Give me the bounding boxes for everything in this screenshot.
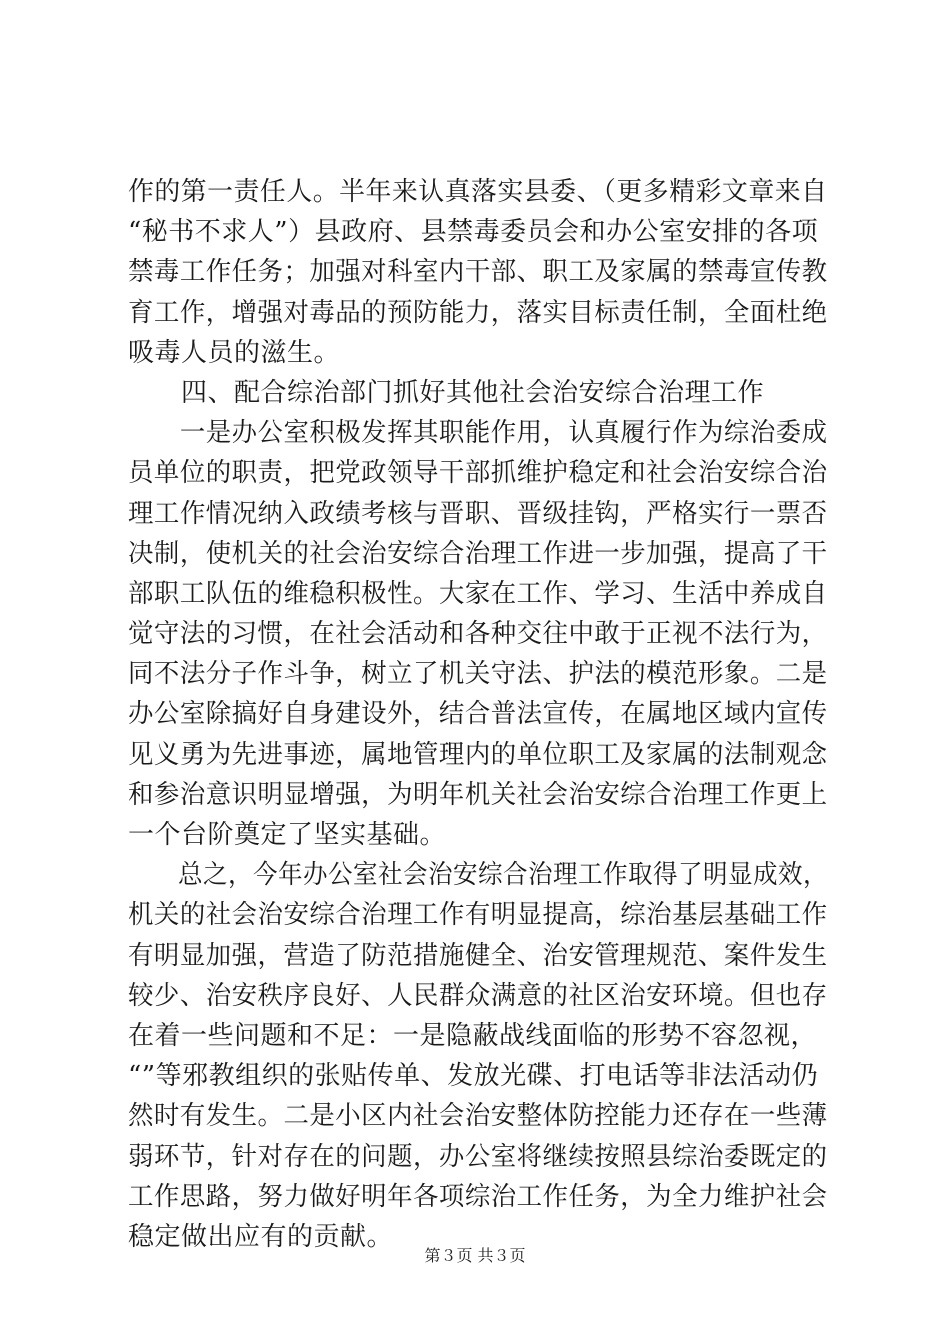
text-line: 同不法分子作斗争，树立了机关守法、护法的模范形象。二是	[128, 659, 828, 690]
text-line: 见义勇为先进事迹，属地管理内的单位职工及家属的法制观念	[128, 739, 828, 770]
text-line: 然时有发生。二是小区内社会治安整体防控能力还存在一些薄	[128, 1101, 828, 1132]
text-line: 吸毒人员的滋生。	[128, 337, 341, 368]
page-footer	[0, 1246, 950, 1266]
text-line: 育工作，增强对毒品的预防能力，落实目标责任制，全面杜绝	[128, 297, 828, 328]
text-line: 禁毒工作任务；加强对科室内干部、职工及家属的禁毒宣传教	[128, 257, 828, 288]
text-line: 理工作情况纳入政绩考核与晋职、晋级挂钩，严格实行一票否	[128, 498, 828, 529]
text-line: 觉守法的习惯，在社会活动和各种交往中敢于正视不法行为，	[128, 619, 828, 650]
text-line: 一是办公室积极发挥其职能作用，认真履行作为综治委成	[128, 418, 828, 449]
text-line: 办公室除搞好自身建设外，结合普法宣传，在属地区域内宣传	[128, 699, 828, 730]
text-line: “秘书不求人”）县政府、县禁毒委员会和办公室安排的各项	[128, 217, 819, 248]
text-line: 在着一些问题和不足：一是隐蔽战线面临的形势不容忽视，	[128, 1020, 818, 1051]
text-line: 部职工队伍的维稳积极性。大家在工作、学习、生活中养成自	[128, 578, 828, 609]
page-number: 第３页 共３页	[424, 1246, 526, 1265]
text-line: 一个台阶奠定了坚实基础。	[128, 820, 447, 850]
text-line: 总之，今年办公室社会治安综合治理工作取得了明显成效，	[128, 860, 829, 891]
text-line: 决制，使机关的社会治安综合治理工作进一步加强，提高了干	[128, 538, 828, 569]
text-line: 机关的社会治安综合治理工作有明显提高，综治基层基础工作	[128, 900, 828, 931]
text-line: 员单位的职责，把党政领导干部抓维护稳定和社会治安综合治	[128, 458, 828, 489]
text-line: 弱环节，针对存在的问题，办公室将继续按照县综治委既定的	[128, 1141, 828, 1172]
text-line: 有明显加强，营造了防范措施健全、治安管理规范、案件发生	[128, 940, 828, 971]
text-line: 工作思路，努力做好明年各项综治工作任务，为全力维护社会	[128, 1181, 828, 1212]
text-line: 稳定做出应有的贡献。	[128, 1221, 394, 1252]
text-line: 作的第一责任人。半年来认真落实县委、（更多精彩文章来自	[128, 177, 828, 207]
body-text	[128, 172, 828, 1257]
text-line: 和参治意识明显增强，为明年机关社会治安综合治理工作更上	[128, 779, 828, 810]
text-line: “”等邪教组织的张贴传单、发放光碟、打电话等非法活动仍	[128, 1061, 819, 1092]
text-line: 较少、治安秩序良好、人民群众满意的社区治安环境。但也存	[128, 980, 828, 1011]
section-heading: 四、配合综治部门抓好其他社会治安综合治理工作	[128, 377, 765, 408]
